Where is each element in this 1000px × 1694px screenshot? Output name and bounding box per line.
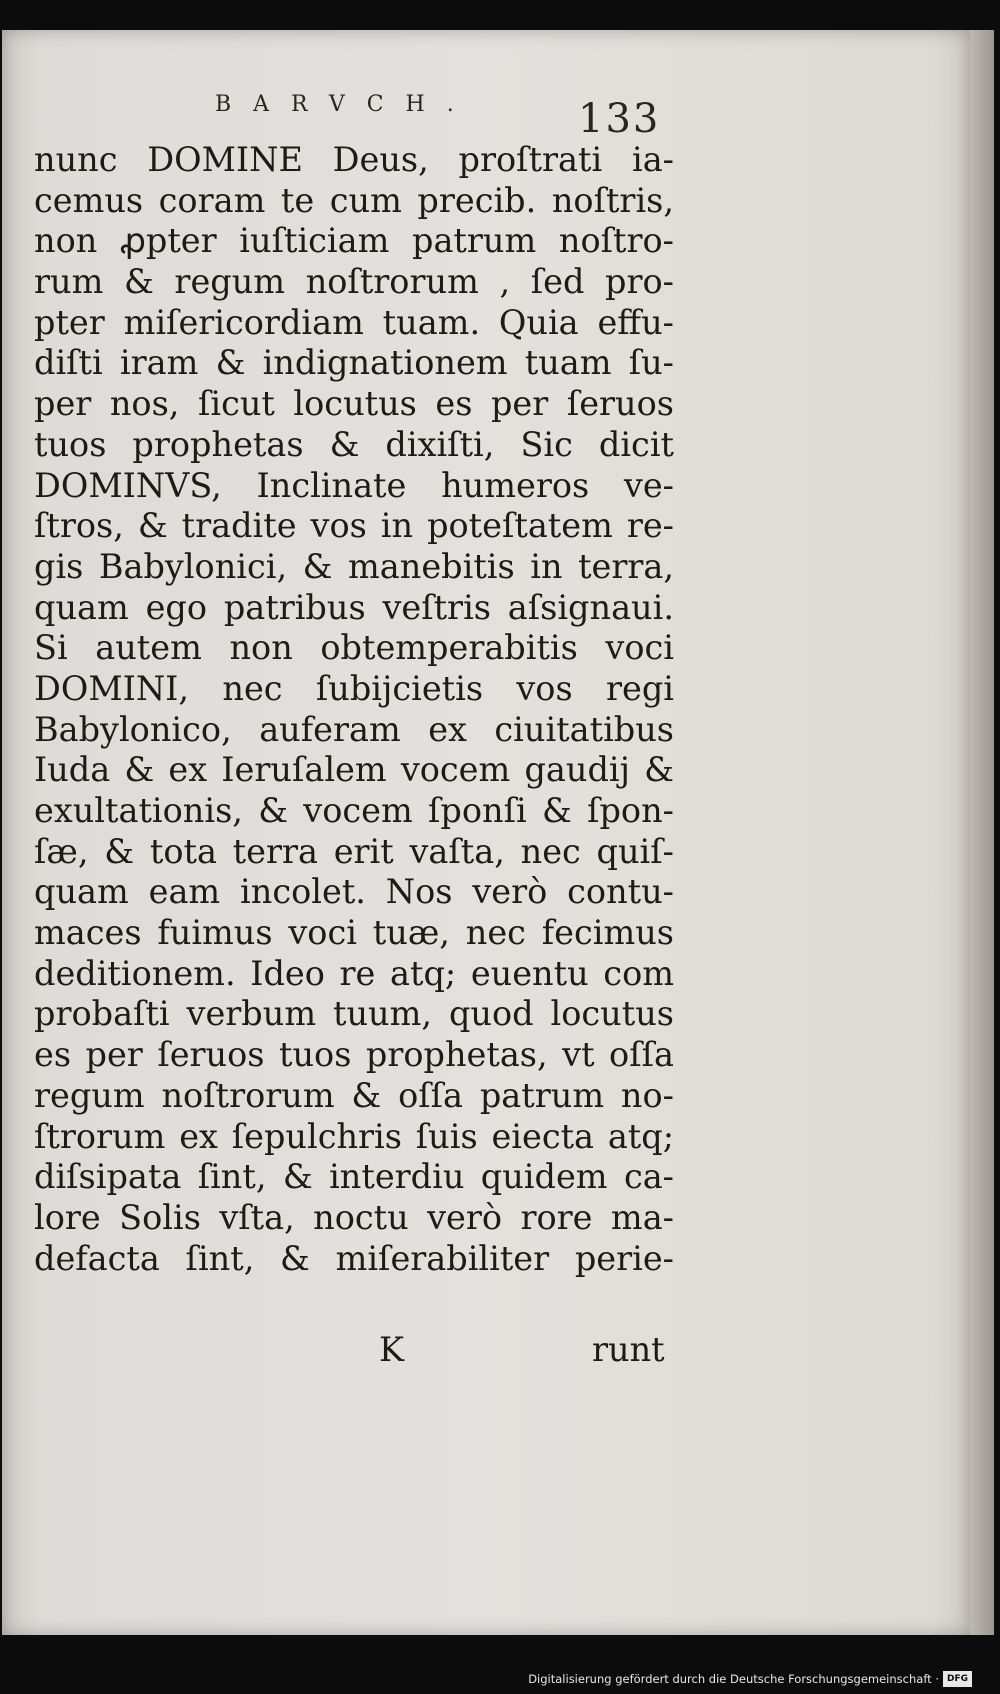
- text-line: diſti iram & indignationem tuam ſu-: [34, 343, 674, 383]
- text-line: regum noſtrorum & oſſa patrum no-: [34, 1075, 674, 1115]
- text-line: quam ego patribus veſtris aſsignaui.: [34, 587, 674, 627]
- text-line: gis Babylonici, & manebitis in terra,: [34, 546, 674, 586]
- page-edge: [970, 30, 994, 1635]
- text-line: rum & regum noſtrorum , ſed pro-: [34, 262, 674, 302]
- text-line: quam eam incolet. Nos verò contu-: [34, 872, 674, 912]
- text-line: diſsipata ſint, & interdiu quidem ca-: [34, 1157, 674, 1197]
- text-block: [34, 140, 674, 1279]
- signature-mark: K: [379, 1330, 405, 1369]
- text-line: lore Solis vſta, noctu verò rore ma-: [34, 1197, 674, 1237]
- text-line: deditionem. Ideo re atq; euentu com: [34, 953, 674, 993]
- text-line: ſtrorum ex ſepulchris ſuis eiecta atq;: [34, 1116, 674, 1156]
- text-line: probaſti verbum tuum, quod locutus: [34, 994, 674, 1034]
- running-head: BARVCH.: [215, 92, 476, 117]
- dfg-logo: DFG: [943, 1671, 972, 1687]
- text-line: ſæ, & tota terra erit vaſta, nec quiſ-: [34, 831, 674, 871]
- text-line: cemus coram te cum precib. noſtris,: [34, 180, 674, 220]
- text-line: DOMINI, nec ſubijcietis vos regi: [34, 668, 674, 708]
- page-number: 133: [578, 96, 661, 142]
- text-line: Si autem non obtemperabitis voci: [34, 628, 674, 668]
- catchword: runt: [592, 1330, 665, 1369]
- text-line: ſtros, & tradite vos in poteſtatem re-: [34, 506, 674, 546]
- text-line: Iuda & ex Ieruſalem vocem gaudij &: [34, 750, 674, 790]
- text-line: pter miſericordiam tuam. Quia effu-: [34, 302, 674, 342]
- text-line: per nos, ſicut locutus es per ſeruos: [34, 384, 674, 424]
- text-line: tuos prophetas & dixiſti, Sic dicit: [34, 424, 674, 464]
- text-line: exultationis, & vocem ſponſi & ſpon-: [34, 791, 674, 830]
- text-line: es per ſeruos tuos prophetas, vt oſſa: [34, 1035, 674, 1075]
- catchline: [34, 1330, 674, 1372]
- digitization-credit: [528, 1670, 972, 1688]
- text-line: non ꝓpter iuſticiam patrum noſtro-: [34, 221, 674, 261]
- text-line: nunc DOMINE Deus, proſtrati ia-: [34, 140, 674, 179]
- text-line: defacta ſint, & miſerabiliter perie-: [34, 1238, 674, 1278]
- text-line: maces fuimus voci tuæ, nec fecimus: [34, 913, 674, 953]
- credit-text: Digitalisierung gefördert durch die Deutsche Forschungsgemeinschaft ·: [528, 1672, 939, 1686]
- text-line: Babylonico, auferam ex ciuitatibus: [34, 709, 674, 749]
- text-line: DOMINVS, Inclinate humeros ve-: [34, 465, 674, 505]
